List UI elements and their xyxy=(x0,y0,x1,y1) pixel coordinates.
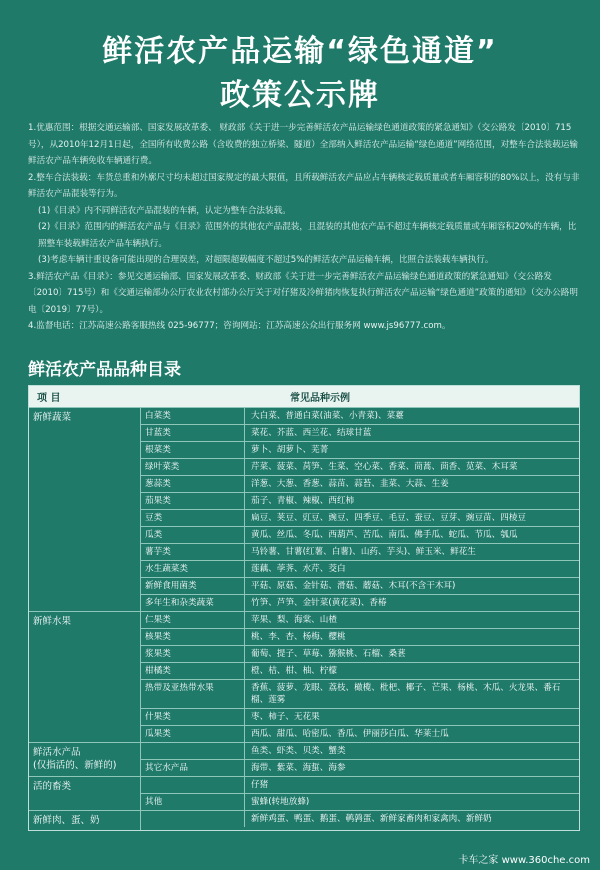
subcategory: 绿叶菜类 xyxy=(141,459,245,475)
examples: 萝卜、胡萝卜、芜菁 xyxy=(251,445,329,455)
table-row xyxy=(141,577,579,594)
table-group xyxy=(29,810,579,830)
policy-item: 2.整车合法装载：车货总重和外廓尺寸均未超过国家规定的最大限值，且所载鲜活农产品应占车辆核定载质量或者车厢容积的80%以上，没有与非鲜活农产品混装等行为。 xyxy=(28,172,580,199)
examples: 枣、柿子、无花果 xyxy=(251,712,320,722)
subcategory: 热带及亚热带水果 xyxy=(141,680,245,708)
title-line-1: 鲜活农产品运输“绿色通道” xyxy=(102,34,498,69)
table-row xyxy=(141,662,579,679)
table-row xyxy=(141,492,579,509)
group-name: 活的畜类 xyxy=(29,777,141,810)
table-row xyxy=(141,679,579,708)
policy-item: 1.优惠范围：根据交通运输部、国家发展改革委、 财政部《关于进一步完善鲜活农产品运输绿色通道政策的紧急通知》（交公路发〔2010〕715号），从2010年12月1日起，全国所有收费公路（含收费的独立桥梁、隧道）全部纳入鲜活农产品运输“绿色通道”网络范围，对整车合法装载运输鲜活农产品车辆免收车辆通行费。 xyxy=(28,123,578,166)
examples: 芹菜、菠菜、莴笋、生菜、空心菜、香菜、茼蒿、茴香、苋菜、木耳菜 xyxy=(251,462,518,472)
policy-item: (1)《目录》内不同鲜活农产品混装的车辆，认定为整车合法装载。 xyxy=(38,205,291,216)
policy-item: 4.监督电话：江苏高速公路客服热线 025-96777；咨询网站：江苏高速公众出行服务网 www.js96777.com。 xyxy=(28,321,451,331)
table-row xyxy=(141,645,579,662)
examples: 茄子、青椒、辣椒、西红柿 xyxy=(251,496,355,506)
table-row xyxy=(141,612,579,628)
subcategory: 豆类 xyxy=(141,510,245,526)
table-row xyxy=(141,708,579,725)
examples: 马铃薯、甘薯(红薯、白薯)、山药、芋头)、鲜玉米、鲜花生 xyxy=(251,547,476,557)
table-row xyxy=(141,777,579,793)
subcategory: 新鲜食用菌类 xyxy=(141,578,245,594)
header-examples: 常见品种示例 xyxy=(290,393,350,404)
subcategory: 仁果类 xyxy=(141,612,245,628)
subcategory: 瓜类 xyxy=(141,527,245,543)
table-row xyxy=(141,509,579,526)
subcategory: 根菜类 xyxy=(141,442,245,458)
examples: 鱼类、虾类、贝类、蟹类 xyxy=(251,746,346,756)
table-row xyxy=(141,743,579,759)
subcategory xyxy=(141,811,245,827)
table-group xyxy=(29,407,579,611)
policy-text xyxy=(28,120,580,335)
header-item: 项 目 xyxy=(37,393,61,404)
table-body xyxy=(29,407,579,830)
table-row xyxy=(141,526,579,543)
subcategory: 核果类 xyxy=(141,629,245,645)
subcategory xyxy=(141,777,245,793)
policy-item: 3.鲜活农产品《目录》：参见交通运输部、国家发展改革委、财政部《关于进一步完善鲜活农产品运输绿色通道政策的紧急通知》（交公路发〔2010〕715号）和《交通运输部办公厅农业农村部办公厅关于对仔猪及冷鲜猪肉恢复执行鲜活农产品运输“绿色通道”政策的通知》（交办公路明电〔2019〕77号）。 xyxy=(28,271,578,315)
table-group xyxy=(29,611,579,742)
subcategory: 薯芋类 xyxy=(141,544,245,560)
group-name: 新鲜水果 xyxy=(29,612,141,742)
examples: 扁豆、荚豆、豇豆、豌豆、四季豆、毛豆、蚕豆、豆芽、豌豆苗、四棱豆 xyxy=(251,513,527,523)
subcategory: 其他 xyxy=(141,794,245,810)
subcategory: 水生蔬菜类 xyxy=(141,561,245,577)
table-row xyxy=(141,408,579,424)
examples: 洋葱、大葱、香葱、蒜苗、蒜苔、韭菜、大蒜、生姜 xyxy=(251,479,449,489)
subcategory: 白菜类 xyxy=(141,408,245,424)
subcategory: 其它水产品 xyxy=(141,760,245,776)
examples: 橙、桔、柑、柚、柠檬 xyxy=(251,666,337,676)
examples: 蜜蜂(转地放蜂) xyxy=(251,797,310,807)
table-group xyxy=(29,742,579,776)
examples: 竹笋、芦笋、金针菜(黄花菜)、香椿 xyxy=(251,598,387,608)
watermark: 卡车之家 www.360che.com xyxy=(458,855,590,866)
subcategory: 茄果类 xyxy=(141,493,245,509)
table-row xyxy=(141,793,579,810)
examples: 香蕉、菠萝、龙眼、荔枝、橄榄、枇杷、椰子、芒果、杨桃、木瓜、火龙果、番石榴、莲雾 xyxy=(251,683,561,705)
examples: 葡萄、提子、草莓、猕猴桃、石榴、桑葚 xyxy=(251,649,406,659)
subcategory: 什果类 xyxy=(141,709,245,725)
examples: 仔猪 xyxy=(251,780,269,790)
subcategory: 甘蓝类 xyxy=(141,425,245,441)
group-name: 新鲜肉、蛋、奶 xyxy=(29,811,141,830)
group-name: 新鲜蔬菜 xyxy=(29,408,141,611)
catalog-table xyxy=(28,385,580,831)
table-row xyxy=(141,543,579,560)
table-row xyxy=(141,594,579,611)
examples: 海带、紫菜、海蜇、海参 xyxy=(251,763,346,773)
table-row xyxy=(141,458,579,475)
examples: 西瓜、甜瓜、哈密瓜、香瓜、伊丽莎白瓜、华莱士瓜 xyxy=(251,729,449,739)
examples: 菜花、芥蓝、西兰花、结球甘蓝 xyxy=(251,428,372,438)
table-row xyxy=(141,560,579,577)
subcategory: 葱蒜类 xyxy=(141,476,245,492)
examples: 大白菜、普通白菜(油菜、小青菜)、菜薹 xyxy=(251,411,404,421)
table-row xyxy=(141,725,579,742)
catalog-heading: 鲜活农产品品种目录 xyxy=(28,360,181,380)
examples: 莲藕、荸荠、水芹、茭白 xyxy=(251,564,346,574)
table-row xyxy=(141,628,579,645)
examples: 苹果、梨、海棠、山楂 xyxy=(251,615,337,625)
subcategory: 柑橘类 xyxy=(141,663,245,679)
title-line-2: 政策公示牌 xyxy=(220,78,380,113)
examples: 新鲜鸡蛋、鸭蛋、鹅蛋、鹌鹑蛋、新鲜家畜肉和家禽肉、新鲜奶 xyxy=(251,814,492,824)
table-row xyxy=(141,424,579,441)
examples: 黄瓜、丝瓜、冬瓜、西葫芦、苦瓜、南瓜、佛手瓜、蛇瓜、节瓜、瓠瓜 xyxy=(251,530,518,540)
subcategory: 瓜果类 xyxy=(141,726,245,742)
policy-item: (3)考虑车辆计重设备可能出现的合理误差，对超限超载幅度不超过5%的鲜活农产品运输车辆，比照合法装载车辆执行。 xyxy=(38,255,494,265)
table-row xyxy=(141,811,579,827)
examples: 桃、李、杏、杨梅、樱桃 xyxy=(251,632,346,642)
examples: 平菇、原菇、金针菇、滑菇、蘑菇、木耳(不含干木耳) xyxy=(251,581,456,591)
group-name: 鲜活水产品 (仅指活的、新鲜的) xyxy=(29,743,141,776)
policy-item: (2)《目录》范围内的鲜活农产品与《目录》范围外的其他农产品混装，且混装的其他农产品不超过车辆核定载质量或车厢容积20%的车辆，比照整车装载鲜活农产品车辆执行。 xyxy=(38,222,577,249)
table-row xyxy=(141,441,579,458)
subcategory xyxy=(141,743,245,759)
table-header xyxy=(29,386,579,407)
table-group xyxy=(29,776,579,810)
table-row xyxy=(141,759,579,776)
subcategory: 多年生和杂类蔬菜 xyxy=(141,595,245,611)
table-row xyxy=(141,475,579,492)
subcategory: 浆果类 xyxy=(141,646,245,662)
